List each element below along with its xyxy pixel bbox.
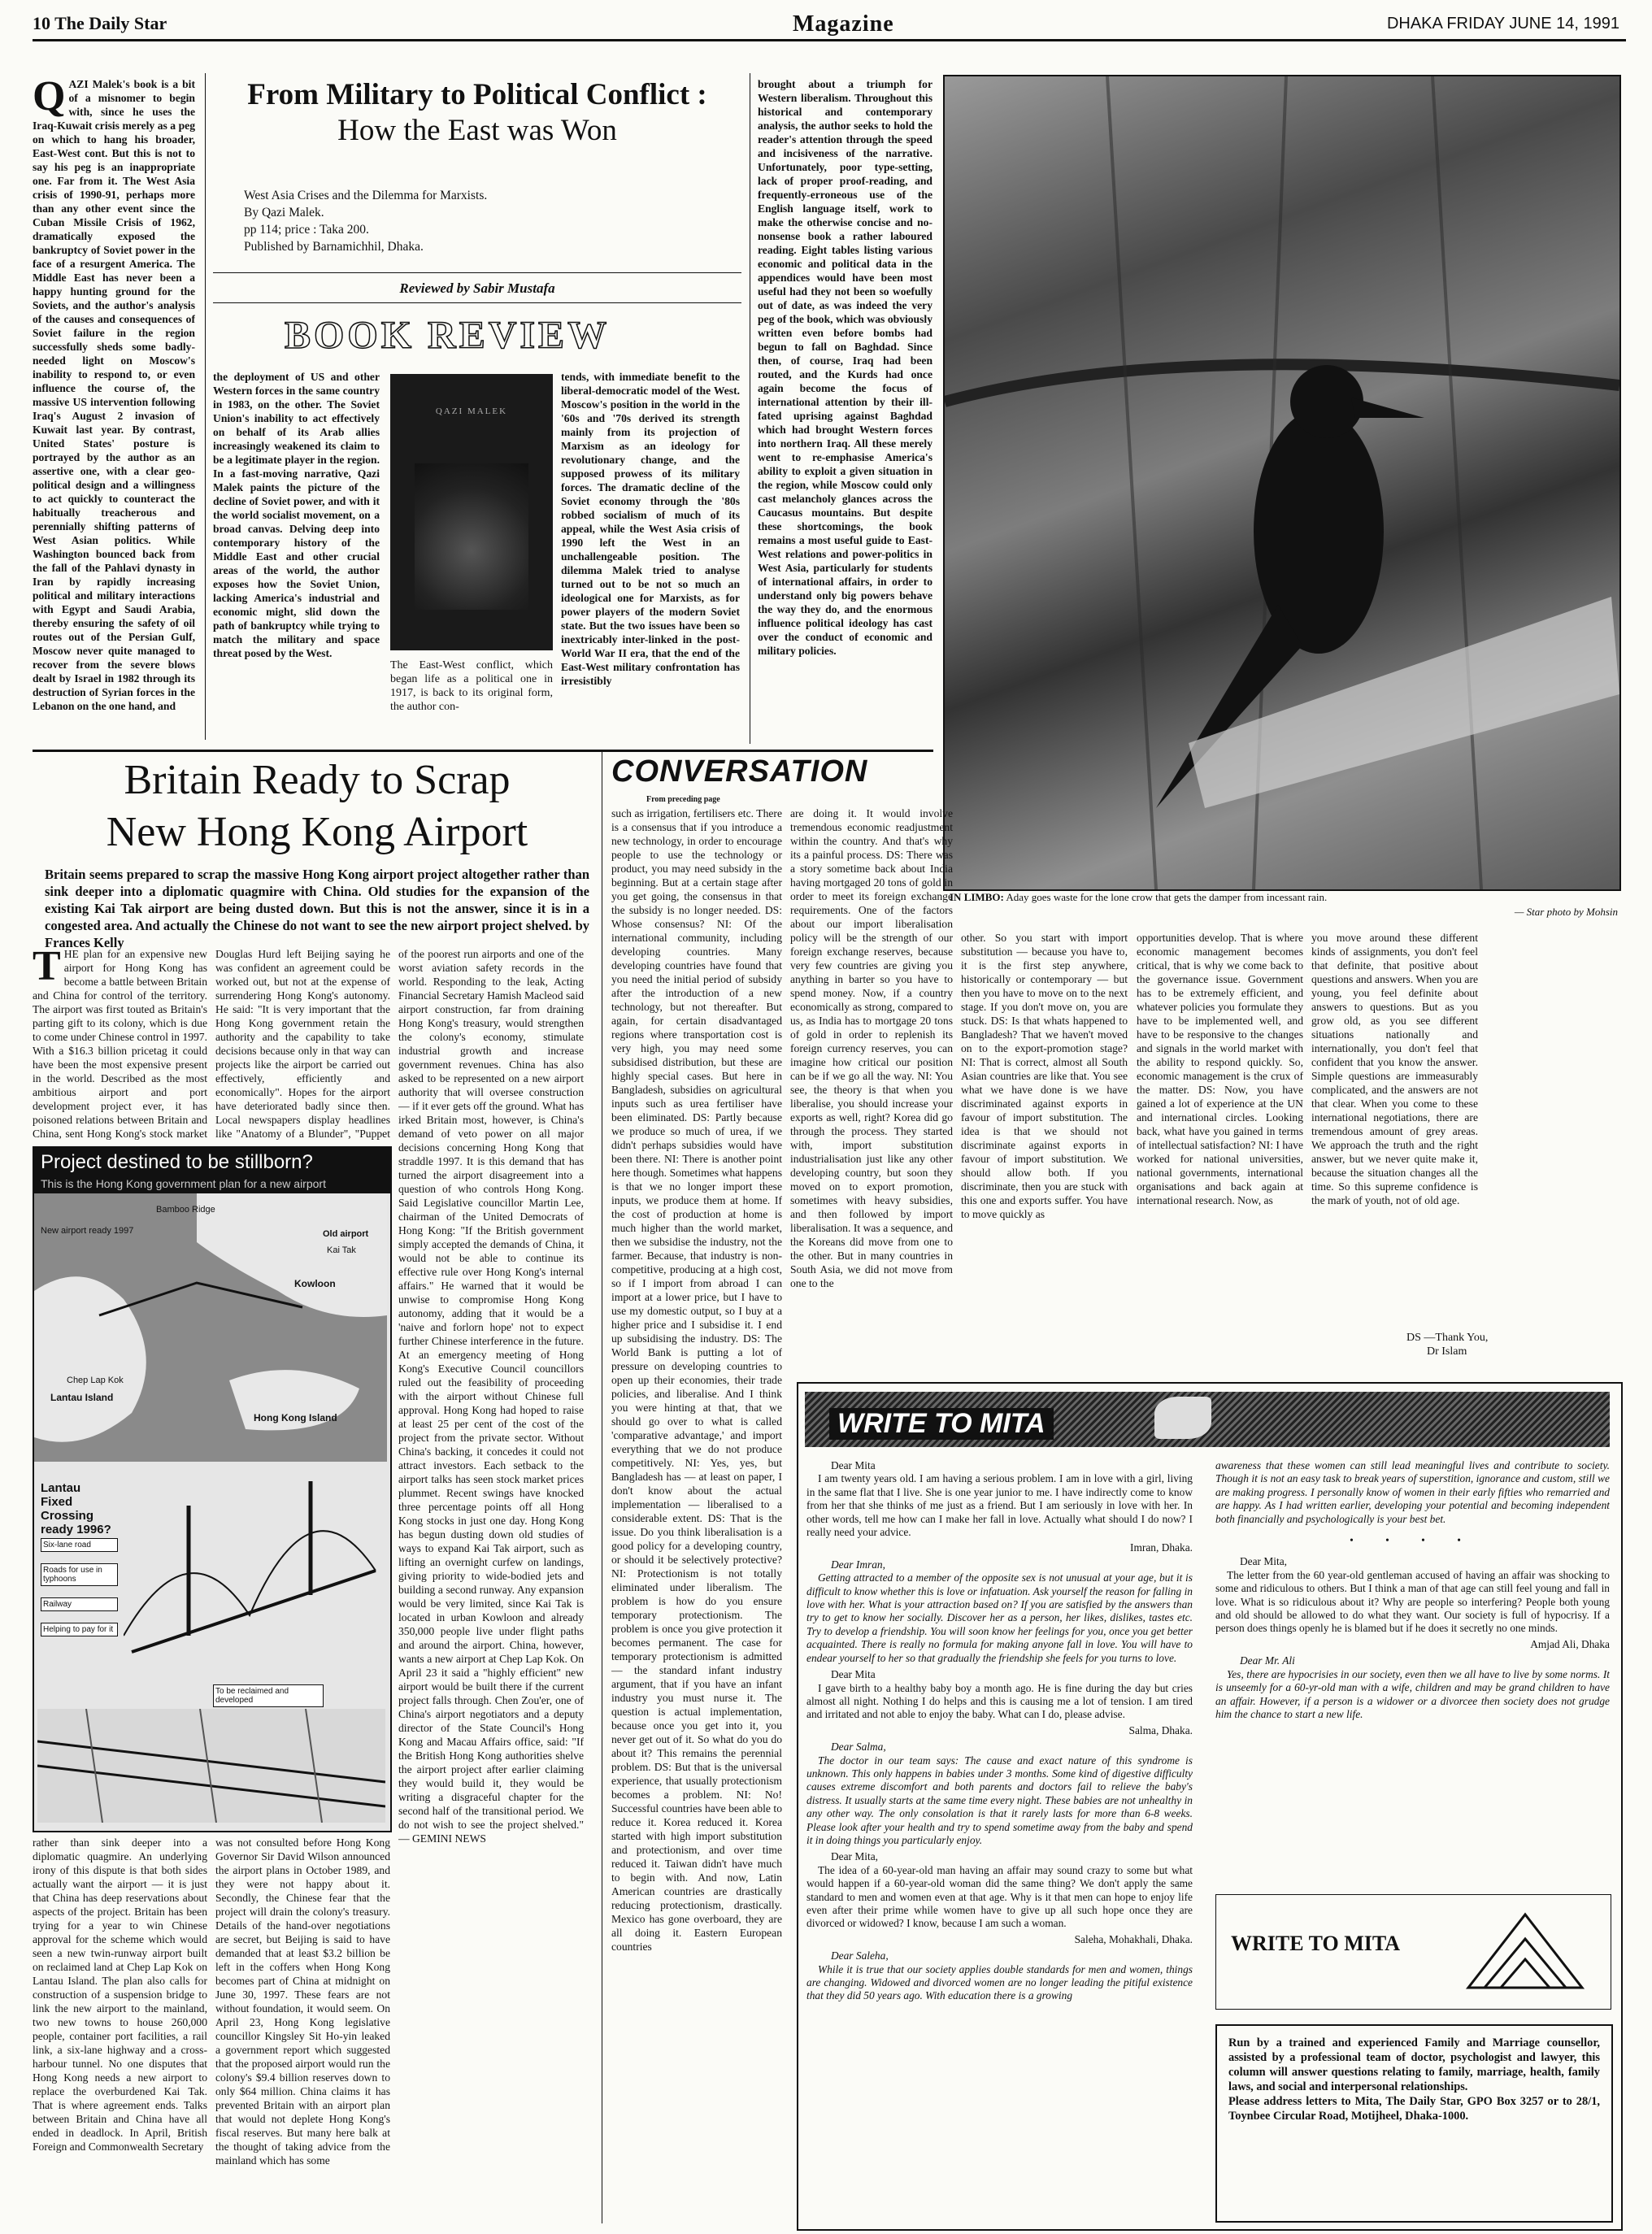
section-rule [33, 750, 933, 752]
book-cover-image [390, 374, 553, 650]
bridge-graphic [124, 1473, 384, 1668]
mita-banner [805, 1392, 1610, 1447]
map-label: Chep Lap Kok [67, 1376, 124, 1385]
divider [213, 272, 741, 273]
legend-item: Roads for use in typhoons [41, 1563, 118, 1586]
masthead-rule [33, 39, 1626, 41]
map-label: Kowloon [294, 1278, 336, 1289]
mita-logo-box [1215, 1894, 1611, 2010]
map-subtitle: This is the Hong Kong government plan for a new airport [34, 1177, 390, 1193]
hk-standfirst: Britain seems prepared to scrap the massive Hong Kong airport project altogether rather than sink deeper into a diplomatic quagmire with China. Old studies for the expansion of the existing Kai Tak airport are being dusted down. But this is not the answer, since it is in a congested area. And actually the Chinese do not want to see the new airport project shelved. by Frances Kelly [45, 867, 589, 950]
hk-col-3: of the poorest run airports and one of the worst aviation safety records in the world. Responding to the leak, Acting Financial Secretary Hamish Macleod said airport construction, far from draining Hong Kong's treasury, would strengthen the colony's economy, stimulate industrial growth and increase government revenues. China has also asked to be represented on a new airport authority that will oversee construction — if it ever gets off the ground. What has irked Britain most, however, is China's demand of veto power on all major decisions concerning Hong Kong that straddle 1997. It is this demand that has turned the airport disagreement into a question of who controls Hong Kong. Said Legislative councillor Martin Lee, chairman of the United Democrats of Hong Kong: "If the British government simply accepted the demands of China, it would not be able to continue its effective rule over Hong Kong's internal affairs." He warned that it would be unwise to compromise Hong Kong autonomy, adding that it would be a 'naive and forlorn hope' not to expect further Chinese interference in the future. At an emergency meeting of Hong Kong's Executive Council councillors ruled out the feasibility of proceeding with the airport without Chinese full approval. Hong Kong had hoped to raise at least 25 per cent of the cost of the project from the private sector. Without China's backing, it concedes it could not attract investors. Each setback to the airport talks has seen stock market prices plummet. Recent swings have knocked three percentage points off all Hong Kong stocks in just one day. Hong Kong has begun dusting down old studies of ways to expand Kai Tak airport, such as lifting an overnight curfew on landings, giving priority to wide-bodied jets and building a second runway. Any expansion would be very limited, since Kai Tak is located in urban Kowloon and already 350,000 people live under flight paths and around the airport. China, however, wants a new airport at Chep Lap Kok. On April 23 it said a "highly efficient" new airport would be built there if the current project falls through. Chen Zou'er, one of China's airport negotiators and a deputy director of the State Council's Hong Kong and Macau Affairs office, said: "If the British Hong Kong authorities shelve the airport project after earlier claiming they would build it, they would be writing a disgraceful chapter for the second half of the transitional period. We do not wish to see the project shelved." — GEMINI NEWS [398, 948, 584, 1845]
photo-caption: IN LIMBO: Aday goes waste for the lone crow that gets the damper from incessant rain. [950, 891, 1328, 903]
map-label: Bamboo Ridge [156, 1205, 215, 1215]
book-price: pp 114; price : Taka 200. [244, 223, 369, 237]
from-preceding: From preceding page [646, 795, 720, 804]
map-label: Lantau Island [50, 1392, 114, 1403]
map-label: New airport ready 1997 [41, 1226, 134, 1236]
mita-logo-text: WRITE TO MITA [1231, 1932, 1401, 1955]
map-label: Old airport [323, 1229, 369, 1239]
hk-bottom-col-2: was not consulted before Hong Kong Governor Sir David Wilson announced the airport plans in October 1989, and they were not happy about it. Secondly, the Chinese fear that the project will drain the colony's treasury. Details of the hand-over negotiations are secret, but Beijing is said to have demanded that at least $3.2 billion be left in the coffers when Hong Kong becomes part of China at midnight on June 30, 1997. These fears are not without foundation, it would seem. On April 23, Hong Kong legislative councillor Kingsley Sit Ho-yin leaked a government report which suggested that the proposed airport would run the colony's $9.4 billion reserves down to only $64 million. China claims it has prevented Britain with an airport plan that would not deplete Hong Kong's fiscal reserves. But many here balk at the thought of taking advice from the mainland which has some [215, 1836, 390, 2167]
mita-col-1: Dear Mita I am twenty years old. I am having a serious problem. I am in love with a girl, living in the same flat that I live. She is one year junior to me. I have indirectly come to know from her that she thinks of me just as a friend. But I am seriously in love with her. In other words, tell me how can I make her fall in love. Actually what should I do now? I really need your advice. Imran, Dhaka. Dear Imran, Getting attracted to a member of the opposite sex is not unusual at your age, but it is difficult to know whether this is love or infatuation. Ask yourself the reason for falling in love with her. What is your attraction based on? If you are satisfied by the answers than try to get to know her socially. Discover her as a person, her likes, dislikes, tastes etc. Try to develop a friendship. You will soon know her feelings for you, once you get better acquainted. There is really no formula for making anyone fall in love. You will have to endear yourself to her so that gradually the friendship she feels for you turns to love. Dear Mita I gave birth to a healthy baby boy a month ago. He is fine during the day but cries almost all night. Nothing I do helps and this is causing me a lot of tension. I am tired and irritated and not able to enjoy the baby. What can I do, please advise. Salma, Dhaka. Dear Salma, The doctor in our team says: The cause and exact nature of this syndrome is unknown. This only happens in babies under 3 months. Some kind of digestive difficulty causes extreme discomfort and both parents and doctors fail to relieve the baby's distress. It usually starts at the same time every night. These babies are not unhealthy in any other way. The only consolation is that it rarely lasts for more than 6-8 weeks. Please look after your health and try to spend sometime away from the baby and spend it in doing things you particularly enjoy. Dear Mita, The idea of a 60-year-old man having an affair may sound crazy to some but what would happen if a 60-year-old woman did the same thing? We don't apply the same standard to men and women even at that age. Why is it that men can hope to enjoy life even after their prime while women have to give up all such hope once they are divorced or widowed? I know, because I am such a woman. Saleha, Mohakhali, Dhaka. Dear Saleha, While it is true that our society applies double standards for men and women, things are changing. Widowed and divorced women are no longer leading the pitiful existence that they did 50 years ago. With education there is a growing [806, 1459, 1193, 2002]
divider [213, 302, 741, 303]
review-headline [213, 77, 741, 149]
cover-caption: The East-West conflict, which began life as a political one in 1917, is back to its original form, the author con- [390, 659, 553, 713]
review-title-line1: From Military to Political Conflict : [247, 78, 707, 111]
pen-hand-icon [1154, 1397, 1211, 1439]
book-publisher: Published by Barnamichhil, Dhaka. [244, 240, 424, 254]
lantau-crossing-title: Lantau Fixed Crossing ready 1996? [41, 1481, 111, 1536]
signoff-islam: Dr Islam [1427, 1345, 1467, 1358]
review-col-2: the deployment of US and other Western forces in the same country in 1983, on the other. The Soviet Union's inability to act effectively on behalf of its Arab allies increasingly weakened its claim to be a legitimate player in the region. In a fast-moving narrative, Qazi Malek paints the picture of the decline of Soviet power, and with it the world socialist movement, on a broad canvas. Delving deep into contemporary history of the Middle East and other crucial areas of the world, the author exposes how the Soviet Union, lacking America's industrial and economic might, slid down the path of bankruptcy while trying to match the military and space threat posed by the West. [213, 371, 380, 659]
photo-credit: — Star photo by Mohsin [1514, 906, 1618, 918]
dropcap-q: Q [33, 77, 66, 120]
conv-col-1: such as irrigation, fertilisers etc. There is a consensus that if you introduce a new technology, in order to encourage people to use the technology or product, you may need subsidy in the beginning. But at a certain stage after you get going, the consensus in that the subsidy is no longer needed. DS: Whose consensus? NI: Of the international community, including developing countries. Many developing countries have found that you need the initial period of subsidy after the introduction of a new technology, but not thereafter. But again, for certain disadvantaged regions where transportation cost is very high, you may need some subsidised distribution, but these are highly special cases. But here in Bangladesh, subsidies on agricultural inputs such as urea fertiliser have been eliminated. DS: Partly because we produce so much of urea, if we didn't perhaps subsidies would have been there. NI: There is another point here though. Sometimes what happens is that we no longer import these inputs, we produce them at home. If the cost of production at home is much higher than the world market, then we subsidise the industry, not the farmer. Because, that industry is non-competitive, producing at a high cost, so if I import from abroad I can import at a lower price, but I have to use my domestic output, so I buy at a higher price and I subsidise it. I end up subsidising the industry. DS: The World Bank is putting a lot of pressure on developing countries to open up their economies, their trade policies, and liberalise. And I think you were hinting at that, that we should go over to what is called 'comparative advantage,' and import everything that we do not produce competitively. NI: Yes, yes, but Bangladesh has — at least on paper, I don't know about the actual implementation — liberalised to a considerable extent. DS: That is the issue. Do you think liberalisation is a good policy for a developing country, or should it be selectively protective? NI: Protectionism is not totally eliminated under liberalism. The problem is how do you ensure temporary protectionism. The problem is once you give protection it becomes permanent. The case for temporary protectionism is admitted — the standard infant industry argument, that if you have an infant industry you must nurse it. The question is actual implementation, because once you get into it, you never get out of it. So what do you do about it? This remains the perennial problem. DS: But that is the universal experience, that usually protectionism becomes a problem. NI: No! Successful countries have been able to reduce it. Korea reduced it. Korea started with high import substitution and protectionism, and over time reduced it. Taiwan didn't have much to begin with. And now, Latin American countries are drastically reducing protectionism, drastically. Mexico has gone overboard, they are all doing it. Eastern European countries [611, 807, 782, 1953]
conversation-title: CONVERSATION [611, 754, 868, 789]
hk-col-1: THE plan for an expensive new airport for Hong Kong has become a battle between Britain and China for control of the territory. The airport was first touted as Britain's parting gift to its colony, which is due to come under Chinese control in 1997. With a $16.3 billion pricetag it could have been the most expensive present in the world. Described as the most ambitious airport and port development project ever, it has poisoned relations between Britain and China, sent Hong Kong's stock market [33, 947, 207, 1140]
conv-col-3: other. So you start with import substitution — because you have to, it is the first step anywhere, historically or contemporary — but then you have to move on to the next stage. If you don't move on, you are stuck. DS: Is that whats happened to Bangladesh? That we haven't moved on to the export-promotion stage? NI: That is correct, almost all South Asian countries are like that. You see what we have done is we have discriminated against exports in favour of import substitution. The idea is that we should not discriminate against exports in favour of import substitution. We should allow both. If you discriminate, then you are stuck with this one and exports suffer. You have to move quickly as [961, 932, 1128, 1220]
book-author: By Qazi Malek. [244, 206, 324, 219]
legend-item: To be reclaimed and developed [213, 1684, 324, 1707]
book-title: West Asia Crises and the Dilemma for Marxists. [244, 189, 488, 202]
legend-item: Helping to pay for it [41, 1623, 118, 1636]
map-label: Kai Tak [327, 1245, 356, 1255]
photo-silhouette [945, 76, 1619, 889]
map-road-graphic [37, 1709, 385, 1823]
dateline: DHAKA FRIDAY JUNE 14, 1991 [1386, 15, 1619, 33]
hk-bottom-col-1: rather than sink deeper into a diplomatic quagmire. An underlying irony of this dispute is that both sides actually want the airport — it is just that China has deep reservations about aspects of the project. Britain has been trying for a year to win Chinese approval for the scheme which would seen a new twin-runway airport built on reclaimed land at Chep Lap Kok on Lantau Island. The plan also calls for construction of a suspension bridge to link the new airport to the mainland, two new towns to house 260,000 people, container port facilities, a rail link, a six-lane highway and a cross-harbour tunnel. No one disputes that Hong Kong needs a new airport to replace the overburdened Kai Tak. That is where agreement ends. Talks between Britain and China have all ended in deadlock. In April, British Foreign and Commonwealth Secretary [33, 1836, 207, 2153]
review-col-1: QAZI Malek's book is a bit of a misnomer to begin with, since he uses the Iraq-Kuwait crisis merely as a peg on which to hang his broader, East-West cont. But this is not to say his peg is an inappropriate one. Far from it. The West Asia crisis of 1990-91, perhaps more than any other event since the Cuban Missile Crisis of 1962, dramatically exposed the bankruptcy of Soviet power in the face of a resurgent America. The Middle East has never been a happy hunting ground for the Soviets, and the author's analysis of the causes and consequences of Soviet failure in the region successfully sheds some badly-needed light on Moscow's inability to respond to, or even influence the course of, the massive US intervention following Iraq's August 2 invasion of Kuwait last year. By contrast, United States' posture is portrayed by the author as an assertive one, with a clear geo-political design and a willingness to act quickly to counteract the habitually treacherous and perennially shifting patterns of West Asian politics. While Washington bounced back from the fall of the Pahlavi dynasty in Iran by rapidly increasing political and military interactions with Egypt and Saudi Arabia, thereby ensuring the safety of oil routes out of the Persian Gulf, Moscow never quite managed to recover from the severe blows dealt by Israel in 1982 through its destruction of Syrian forces in the Lebanon on the one hand, and [33, 77, 195, 712]
hk-headline [33, 754, 602, 858]
cover-title: QAZI MALEK [435, 406, 508, 416]
mita-logo-icon [1460, 1906, 1590, 1996]
map-title: Project destined to be stillborn? [34, 1148, 390, 1177]
section-title: Magazine [793, 11, 894, 37]
reviewer: Reviewed by Sabir Mustafa [399, 280, 555, 296]
mita-col-2: awareness that these women can still lead meaningful lives and contribute to society. Though it is not an easy task to break years of superstition, ignorance and custom, still we are making progress. I personally know of women in their early fifties who remarried and are happy. As I had written earlier, developing your potential and becoming independent both financially and psychologically is your best bet. • • • • Dear Mita, The letter from the 60 year-old gentleman accused of having an affair was shocking to some and ridiculous to others. But I think a man of that age can still feel young and fall in love. What is so ridiculous about it? Why are people so interfering? People both young and old should be allowed to do what they want. Our society is full of hypocrisy. If a person does things openly he is blamed but if he does it secretly no one minds. Amjad Ali, Dhaka Dear Mr. Ali Yes, there are hypocrisies in our society, even then we all have to live by some norms. It is unseemly for a 60-yr-old man with a wife, children and may be grand children to have an affair. However, if a person is a widower or a divorcee then society does not grudge him the chance to start a new life. [1215, 1459, 1610, 1720]
book-details [244, 187, 699, 255]
separator-dots: • • • • [1350, 1534, 1476, 1547]
dropcap-t: T [33, 947, 61, 989]
conv-col-2: are doing it. It would involve tremendous economic readjustment within the country. And that's why its a painful process. DS: There was a story sometime back about India having mortgaged 20 tons of gold in order to meet its foreign exchange requirements. One of the factors about our import liberalisation policy will be the strength of our foreign exchange reserves, because very few countries are giving you anything in barter so you have to spend money. Now, if a country economically as strong, compared to us, as India has to mortgage 20 tons of gold in order to replenish its foreign currency reserves, you can imagine how critical our position can be if we go all the way. NI: You see, the theory is that when you liberalise, you should increase your exports as well, right? Korea did go through the process. They started with, import substitution industrialisation just like any other developing country, but soon they moved on to export promotion, sometimes with heavy subsidies, and then followed by import liberalisation. It was a sequence, and the Koreans did move from one to the other. But in many countries in South Asia, we did not move from one to the [790, 807, 953, 1289]
mita-banner-text: WRITE TO MITA [829, 1408, 1054, 1440]
crow-photo [943, 75, 1621, 891]
book-review-label: BOOK REVIEW [285, 314, 611, 357]
airport-map [33, 1146, 392, 1832]
mita-info: Run by a trained and experienced Family and Marriage counsellor, assisted by a professional team of doctor, psychologist and lawyer, this column will answer questions relating to family, marriage, health, family laws, and social and interpersonal relationships. Please address letters to Mita, The Daily Star, GPO Box 3257 or to 28/1, Toynbee Circular Road, Motijheel, Dhaka-1000. [1228, 2036, 1600, 2123]
review-title-line2: How the East was Won [337, 114, 617, 147]
map-label: Hong Kong Island [254, 1412, 337, 1423]
hk-headline-line2: New Hong Kong Airport [106, 809, 528, 855]
divider [205, 73, 206, 740]
review-col-3: tends, with immediate benefit to the liberal-democratic model of the West. Moscow's position in the world in the '60s and '70s derived its strength mainly from its projection of Marxism as an ideology for revolutionary change, and the supposed prowess of its military forces. The dramatic decline of the Soviet economy through the '80s robbed socialism of much of its appeal, while the West Asia crisis of 1990 left the West in an unchallengeable position. The dilemma Malek tried to analyse turned out to be not so much an ideological one for Marxists, as for power players of the modern Soviet state. But the two issues have been so inextricably inter-linked in the post-World War II era, that the end of the East-West military confrontation has irresistibly [561, 371, 740, 687]
review-col-4: brought about a triumph for Western liberalism. Throughout this historical and contemporary analysis, the author seeks to hold the reader's attention through the speed and incisiveness of the narrative. Unfortunately, poor type-setting, lack of proper proof-reading, and frequently-erroneous use of the English language itself, work to make the otherwise concise and no-nonsense book a rather laboured reading. Eight tables listing various economic and political data in the appendices would have been most useful had they not been so woefully out of date, as was indeed the very peg of the book, which was obviously written even before bombs had begun to fall on Baghdad. Since then, of course, Iraq had been routed, and the Kurds had once again become the focus of international attention by their ill-fated uprising against Baghdad which had brought Western forces into northern Iraq. All these merely went to re-emphasise America's ability to exploit a given situation in the region, while Moscow could only cast melancholy glances across the Caucasus mountains. But despite these shortcomings, the book remains a most useful guide to East-West relations and power-politics in West Asia, particularly for students of international affairs, in order to understand only big powers behave the way they do, and the enormous influence political ideology has cast over the conduct of economic and military policies. [758, 78, 933, 657]
masthead-paper: 10 The Daily Star [33, 13, 167, 33]
hk-headline-line1: Britain Ready to Scrap [124, 757, 511, 803]
mita-info-box [1215, 2024, 1613, 2223]
legend-item: Six-lane road [41, 1538, 118, 1552]
hk-col-2: Douglas Hurd left Beijing saying he was confident an agreement could be worked out, but not at the expense of surrendering Hong Kong's autonomy. He said: "It is very important that the Hong Kong government retain the authority and the capability to take decisions because only in that way can projects like the airport be carried out effectively, efficiently and economically". Hopes for the airport have deteriorated badly since then. Local newspapers display headlines like "Anatomy of a Blunder", "Puppet [215, 948, 390, 1140]
map-legend [41, 1538, 118, 1648]
signoff-ds: DS —Thank You, [1406, 1332, 1489, 1344]
conv-col-5: you move around these different kinds of assignments, you don't feel that definite, that positive about questions and answers. When you are young, you feel definite about answers to questions. But as you grow old, as you see different situations nationally and internationally, you don't feel that confident that you know the answer. Simple questions are immeasurably complicated, and the answers are not that clear. When you come to these international negotiations, there are tremendous amount of grey areas. We approach the truth and the right answer, but we never quite make it, because the situation changes all the time. So this supreme confidence is the mark of youth, not of old age. [1311, 932, 1478, 1206]
legend-item: Railway [41, 1597, 118, 1611]
conv-col-4: opportunities develop. That is where economic management becomes critical, that is why we come back to the governance issue. Government has to be extremely efficient, and whatever policies you formulate they have to be implemented well, and have to be responsive to the changes and signals in the world market with the ability to respond quickly. So, economic management is the crux of the matter. DS: Now, you have gained a lot of experience at the UN and international circles. Looking back, what have you gained in terms of intellectual satisfaction? NI: I have worked for national universities, national governments, international organisations and back again at international research. Now, as [1137, 932, 1303, 1206]
cover-artwork [415, 463, 528, 610]
